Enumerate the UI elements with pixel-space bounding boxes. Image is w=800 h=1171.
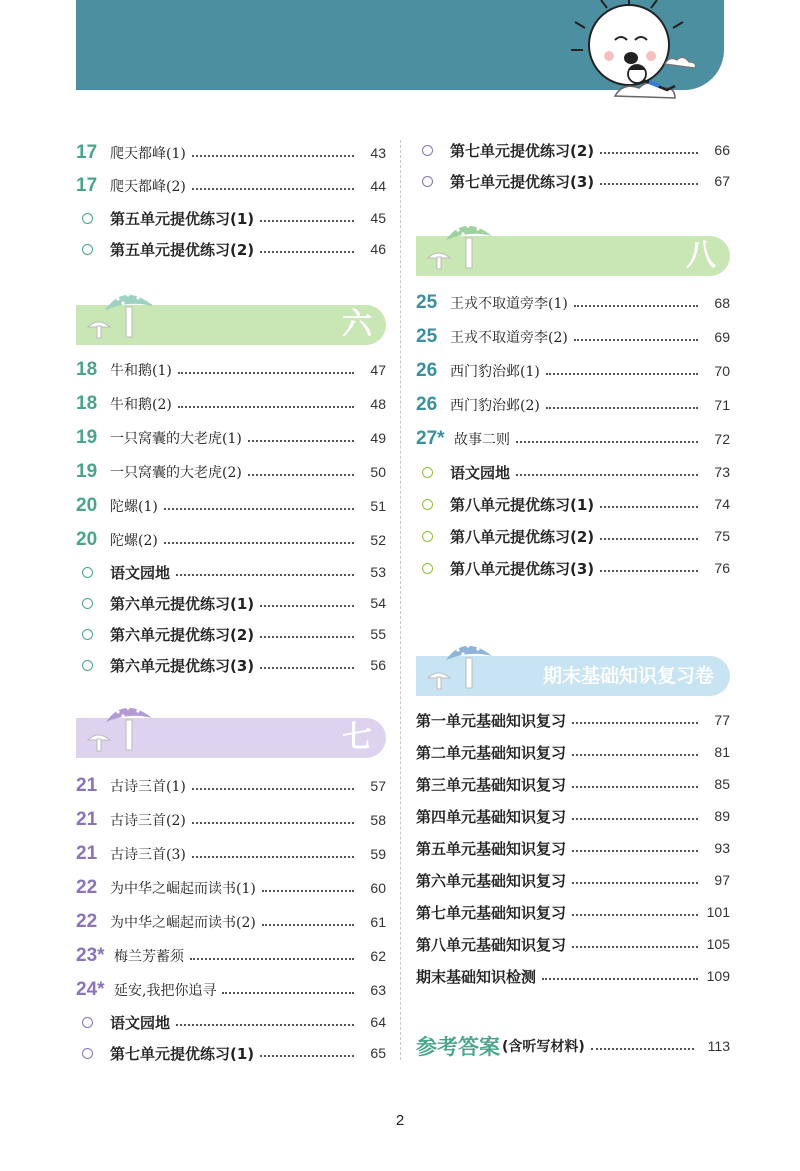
page-ref: 52: [370, 532, 386, 548]
lesson-number: 17: [76, 142, 98, 163]
unit-eight-label: 八: [686, 238, 716, 273]
toc-entry[interactable]: [416, 706, 730, 734]
circle-bullet-icon: [416, 563, 450, 574]
entry-title: 第五单元提优练习(2): [110, 240, 255, 259]
page-ref: 93: [714, 840, 730, 856]
page-ref: 113: [707, 1038, 730, 1054]
toc-entry[interactable]: [416, 136, 730, 164]
page-ref: 51: [370, 498, 386, 514]
entry-title: 第六单元提优练习(1): [110, 594, 255, 613]
page-ref: 105: [706, 936, 730, 952]
page-ref: 70: [714, 363, 730, 379]
circle-bullet-icon: [416, 499, 450, 510]
entry-title: 梅兰芳蓄须: [114, 949, 184, 965]
toc-entry[interactable]: [76, 840, 386, 868]
page-ref: 56: [370, 657, 386, 673]
page-ref: 68: [714, 295, 730, 311]
page-ref: 89: [714, 808, 730, 824]
column-divider: [400, 140, 401, 1060]
leader-dots: [574, 339, 698, 341]
entry-title: 爬天都峰(2): [110, 179, 186, 195]
entry-title: 语文园地: [110, 1013, 171, 1032]
entry-title: 第七单元提优练习(2): [450, 141, 595, 160]
leader-dots: [176, 574, 354, 576]
leader-dots: [178, 372, 354, 374]
lesson-number: 27*: [416, 428, 445, 449]
page-ref: 62: [370, 948, 386, 964]
toc-entry[interactable]: [76, 172, 386, 200]
leader-dots: [248, 440, 354, 442]
toc-entry[interactable]: [416, 490, 730, 518]
toc-entry[interactable]: [76, 458, 386, 486]
leader-dots: [192, 822, 354, 824]
toc-entry[interactable]: [76, 772, 386, 800]
toc-entry[interactable]: [76, 620, 386, 648]
toc-entry[interactable]: [416, 522, 730, 550]
answers-subtitle: (含听写材料): [502, 1039, 585, 1055]
leader-dots: [260, 667, 354, 669]
leader-dots: [192, 155, 354, 157]
entry-title: 第七单元提优练习(3): [450, 172, 595, 191]
circle-bullet-icon: [76, 244, 110, 255]
lesson-number: 20: [76, 495, 98, 516]
circle-bullet-icon: [76, 1048, 110, 1059]
mushroom-icon: [426, 218, 496, 280]
lesson-number: 25: [416, 292, 438, 313]
toc-entry[interactable]: [76, 139, 386, 167]
entry-title: 一只窝囊的大老虎(1): [110, 431, 242, 447]
toc-entry[interactable]: [416, 425, 730, 453]
entry-title: 爬天都峰(1): [110, 146, 186, 162]
page-ref: 60: [370, 880, 386, 896]
entry-title: 第六单元提优练习(2): [110, 625, 255, 644]
leader-dots: [572, 722, 698, 724]
entry-title: 牛和鹅(1): [110, 363, 172, 379]
lesson-number: 26: [416, 360, 438, 381]
page-ref: 64: [370, 1014, 386, 1030]
lesson-number: 19: [76, 461, 98, 482]
leader-dots: [192, 188, 354, 190]
leader-dots: [178, 406, 354, 408]
lesson-number: 18: [76, 359, 98, 380]
toc-entry[interactable]: [76, 424, 386, 452]
toc-entry[interactable]: [76, 558, 386, 586]
page-ref: 45: [370, 210, 386, 226]
circle-bullet-icon: [416, 531, 450, 542]
entry-title: 第八单元提优练习(1): [450, 495, 595, 514]
unit-six-header: [76, 305, 386, 345]
page-ref: 55: [370, 626, 386, 642]
leader-dots: [591, 1048, 694, 1050]
toc-entry[interactable]: [76, 942, 386, 970]
entry-title: 为中华之崛起而读书(2): [110, 915, 256, 931]
entry-title: 陀螺(1): [110, 499, 158, 515]
mushroom-icon: [86, 700, 156, 762]
entry-title: 延安,我把你追寻: [114, 983, 217, 999]
page-ref: 50: [370, 464, 386, 480]
entry-title: 牛和鹅(2): [110, 397, 172, 413]
leader-dots: [542, 978, 698, 980]
entry-title: 古诗三首(2): [110, 813, 186, 829]
lesson-number: 20: [76, 529, 98, 550]
leader-dots: [176, 1024, 354, 1026]
toc-entry[interactable]: [416, 738, 730, 766]
entry-title: 为中华之崛起而读书(1): [110, 881, 256, 897]
toc-entry[interactable]: [76, 589, 386, 617]
answers-title: 参考答案: [416, 1035, 500, 1059]
entry-title: 第五单元基础知识复习: [416, 839, 567, 858]
page-ref: 59: [370, 846, 386, 862]
page-ref: 49: [370, 430, 386, 446]
leader-dots: [222, 992, 354, 994]
circle-bullet-icon: [416, 467, 450, 478]
final-review-title: 期末基础知识复习卷: [542, 665, 714, 687]
page-ref: 85: [714, 776, 730, 792]
page-ref: 69: [714, 329, 730, 345]
mushroom-icon: [86, 287, 156, 349]
toc-entry[interactable]: [76, 492, 386, 520]
circle-bullet-icon: [76, 213, 110, 224]
entry-title: 故事二则: [454, 432, 510, 448]
leader-dots: [192, 788, 354, 790]
unit-seven-label: 七: [342, 720, 372, 755]
toc-entry[interactable]: [416, 802, 730, 830]
leader-dots: [516, 441, 698, 443]
leader-dots: [260, 220, 354, 222]
page-ref: 63: [370, 982, 386, 998]
toc-entry[interactable]: [416, 834, 730, 862]
circle-bullet-icon: [76, 567, 110, 578]
leader-dots: [190, 958, 354, 960]
entry-title: 期末基础知识检测: [416, 967, 537, 986]
page-ref: 58: [370, 812, 386, 828]
circle-bullet-icon: [76, 598, 110, 609]
leader-dots: [164, 508, 354, 510]
circle-bullet-icon: [76, 629, 110, 640]
leader-dots: [600, 506, 698, 508]
leader-dots: [248, 474, 354, 476]
page-ref: 66: [714, 142, 730, 158]
leader-dots: [600, 570, 698, 572]
page-ref: 74: [714, 496, 730, 512]
sun-icon: [545, 0, 725, 110]
leader-dots: [262, 890, 354, 892]
toc-entry[interactable]: [416, 962, 730, 990]
leader-dots: [546, 373, 698, 375]
entry-title: 第六单元基础知识复习: [416, 871, 567, 890]
circle-bullet-icon: [416, 145, 450, 156]
toc-entry[interactable]: [76, 806, 386, 834]
page-ref: 44: [370, 178, 386, 194]
lesson-number: 21: [76, 843, 98, 864]
toc-entry[interactable]: [416, 554, 730, 582]
toc-entry[interactable]: [76, 235, 386, 263]
lesson-number: 24*: [76, 979, 105, 1000]
page-ref: 72: [714, 431, 730, 447]
toc-entry[interactable]: [416, 391, 730, 419]
lesson-number: 17: [76, 175, 98, 196]
unit-six-label: 六: [342, 307, 372, 342]
entry-title: 第八单元基础知识复习: [416, 935, 567, 954]
toc-entry[interactable]: [76, 1039, 386, 1067]
page-ref: 76: [714, 560, 730, 576]
toc-entry[interactable]: [416, 357, 730, 385]
page-ref: 65: [370, 1045, 386, 1061]
lesson-number: 23*: [76, 945, 105, 966]
page-ref: 54: [370, 595, 386, 611]
entry-title: 第四单元基础知识复习: [416, 807, 567, 826]
entry-title: 第七单元提优练习(1): [110, 1044, 255, 1063]
leader-dots: [516, 474, 698, 476]
entry-title: 西门豹治邺(2): [450, 398, 540, 414]
page-ref: 43: [370, 145, 386, 161]
page-ref: 67: [714, 173, 730, 189]
answers-entry[interactable]: [416, 1030, 730, 1062]
leader-dots: [574, 305, 698, 307]
entry-title: 第五单元提优练习(1): [110, 209, 255, 228]
lesson-number: 21: [76, 775, 98, 796]
page-ref: 75: [714, 528, 730, 544]
page-ref: 53: [370, 564, 386, 580]
leader-dots: [572, 882, 698, 884]
entry-title: 第六单元提优练习(3): [110, 656, 255, 675]
toc-entry[interactable]: [416, 930, 730, 958]
page-ref: 57: [370, 778, 386, 794]
leader-dots: [260, 605, 354, 607]
toc-entry[interactable]: [416, 458, 730, 486]
page-ref: 48: [370, 396, 386, 412]
leader-dots: [164, 542, 354, 544]
entry-title: 王戎不取道旁李(2): [450, 330, 568, 346]
page-ref: 71: [714, 397, 730, 413]
entry-title: 第八单元提优练习(3): [450, 559, 595, 578]
entry-title: 第一单元基础知识复习: [416, 711, 567, 730]
page-ref: 109: [706, 968, 730, 984]
entry-title: 第二单元基础知识复习: [416, 743, 567, 762]
toc-entry[interactable]: [416, 866, 730, 894]
mushroom-icon: [426, 638, 496, 700]
entry-title: 古诗三首(3): [110, 847, 186, 863]
lesson-number: 21: [76, 809, 98, 830]
leader-dots: [260, 251, 354, 253]
entry-title: 陀螺(2): [110, 533, 158, 549]
toc-entry[interactable]: [416, 289, 730, 317]
leader-dots: [572, 754, 698, 756]
entry-title: 一只窝囊的大老虎(2): [110, 465, 242, 481]
entry-title: 西门豹治邺(1): [450, 364, 540, 380]
toc-entry[interactable]: [416, 323, 730, 351]
toc-entry[interactable]: [76, 204, 386, 232]
page-ref: 46: [370, 241, 386, 257]
leader-dots: [600, 538, 698, 540]
toc-entry[interactable]: [76, 908, 386, 936]
entry-title: 第三单元基础知识复习: [416, 775, 567, 794]
toc-entry[interactable]: [76, 874, 386, 902]
toc-entry[interactable]: [76, 526, 386, 554]
circle-bullet-icon: [416, 176, 450, 187]
circle-bullet-icon: [76, 1017, 110, 1028]
leader-dots: [600, 152, 698, 154]
lesson-number: 26: [416, 394, 438, 415]
unit-eight-header: [416, 236, 730, 276]
page-number: 2: [395, 1112, 405, 1129]
leader-dots: [572, 946, 698, 948]
page-ref: 81: [714, 744, 730, 760]
toc-entry[interactable]: [416, 770, 730, 798]
entry-title: 王戎不取道旁李(1): [450, 296, 568, 312]
page-ref: 101: [706, 904, 730, 920]
entry-title: 语文园地: [450, 463, 511, 482]
lesson-number: 22: [76, 911, 98, 932]
entry-title: 第八单元提优练习(2): [450, 527, 595, 546]
leader-dots: [192, 856, 354, 858]
page-ref: 73: [714, 464, 730, 480]
leader-dots: [572, 850, 698, 852]
lesson-number: 18: [76, 393, 98, 414]
unit-seven-header: [76, 718, 386, 758]
page-ref: 47: [370, 362, 386, 378]
leader-dots: [260, 636, 354, 638]
toc-entry[interactable]: [76, 976, 386, 1004]
entry-title: 语文园地: [110, 563, 171, 582]
page-ref: 97: [714, 872, 730, 888]
toc-entry[interactable]: [76, 356, 386, 384]
leader-dots: [546, 407, 698, 409]
toc-entry[interactable]: [416, 898, 730, 926]
leader-dots: [572, 818, 698, 820]
leader-dots: [260, 1055, 354, 1057]
leader-dots: [572, 914, 698, 916]
toc-entry[interactable]: [416, 167, 730, 195]
leader-dots: [572, 786, 698, 788]
circle-bullet-icon: [76, 660, 110, 671]
toc-entry[interactable]: [76, 651, 386, 679]
lesson-number: 19: [76, 427, 98, 448]
leader-dots: [262, 924, 354, 926]
lesson-number: 25: [416, 326, 438, 347]
entry-title: 第七单元基础知识复习: [416, 903, 567, 922]
toc-entry[interactable]: [76, 1008, 386, 1036]
toc-entry[interactable]: [76, 390, 386, 418]
final-review-header: [416, 656, 730, 696]
lesson-number: 22: [76, 877, 98, 898]
page-ref: 61: [370, 914, 386, 930]
page-ref: 77: [714, 712, 730, 728]
entry-title: 古诗三首(1): [110, 779, 186, 795]
leader-dots: [600, 183, 698, 185]
